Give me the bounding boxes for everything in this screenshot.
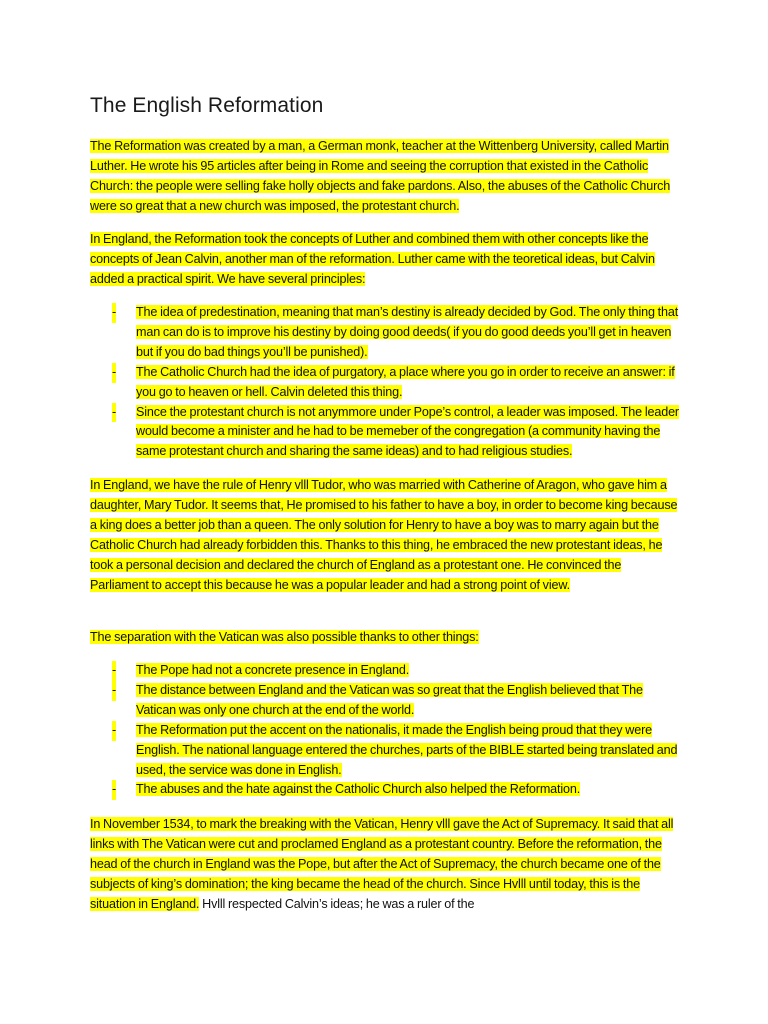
unhighlighted-text: Hvlll respected Calvin’s ideas; he was a ruler of the [199, 896, 475, 911]
document-title: The English Reformation [90, 94, 324, 117]
highlighted-text: The Reformation was created by a man, a German monk, teacher at the Wittenberg University, called Martin Luther. He wrote his 95 articles after being in Rome and seeing the corruption that existed in the Catholic Church: the people were selling fake holly objects and fake pardons. Also, the abuses of the Catholic Church were so great that a new church was imposed, the protestant church. [90, 139, 671, 213]
paragraph-act-of-supremacy [90, 815, 680, 915]
list-marker: - [112, 780, 116, 800]
list-marker: - [112, 303, 116, 323]
list-item [112, 303, 680, 363]
list-marker: - [112, 721, 116, 741]
list-item-text: The Catholic Church had the idea of purgatory, a place where you go in order to receive an answer: if you go to heaven or hell. Calvin deleted this thing. [136, 364, 675, 399]
paragraph-luther [90, 137, 680, 217]
list-item [112, 403, 680, 463]
list-item [112, 721, 680, 781]
highlighted-text: In November 1534, to mark the breaking with the Vatican, Henry vlll gave the Act of Supremacy. It said that all links with The Vatican were cut and proclamed England as a protestant country. Before the reformation, the head of the church in England was the Pope, but after the Act of Supremacy, the church became one of the subjects of king’s domination; the king became the head of the church. Since Hvlll until today, this is the situation in England. [90, 817, 674, 911]
paragraph-separation [90, 628, 680, 648]
principles-list [112, 303, 680, 462]
list-item-text: The idea of predestination, meaning that man’s destiny is already decided by God. The only thing that man can do is to improve his destiny by doing good deeds( if you do good deeds you’ll get in heaven but if you do bad things you’ll be punished). [136, 305, 679, 359]
list-item [112, 780, 680, 800]
list-item-text: Since the protestant church is not anymmore under Pope’s control, a leader was imposed. The leader would become a minister and he had to be memeber of the congregation (a community having the same protestant church and sharing the same ideas) and to had religious studies. [136, 404, 679, 459]
paragraph-calvin [90, 230, 680, 290]
list-marker: - [112, 661, 116, 681]
list-item-text: The Pope had not a concrete presence in England. [136, 663, 410, 677]
list-item-text: The distance between England and the Vatican was so great that the English believed that The Vatican was only one church at the end of the world. [136, 682, 643, 717]
list-marker: - [112, 681, 116, 701]
list-item [112, 363, 680, 403]
highlighted-text: In England, the Reformation took the concepts of Luther and combined them with other concepts like the concepts of Jean Calvin, another man of the reformation. Luther came with the teoretical ideas, but Calvin added a practical spirit. We have several principles: [90, 232, 655, 286]
list-marker: - [112, 403, 116, 423]
highlighted-text: In England, we have the rule of Henry vlll Tudor, who was married with Catherine of Aragon, who gave him a daughter, Mary Tudor. It seems that, He promised to his father to have a boy, in order to become king because a king does a better job than a queen. The only solution for Henry to have a boy was to marry again but the Catholic Church had already forbidden this. Thanks to this thing, he embraced the new protestant ideas, he took a personal decision and declared the church of England as a protestant one. He convinced the Parliament to accept this because he was a popular leader and had a strong point of view. [90, 478, 678, 592]
list-item-text: The Reformation put the accent on the nationalis, it made the English being proud that they were English. The national language entered the churches, parts of the BIBLE started being translated and used, the service was done in English. [136, 722, 678, 777]
list-item-text: The abuses and the hate against the Catholic Church also helped the Reformation. [136, 782, 581, 797]
list-item [112, 681, 680, 721]
list-marker: - [112, 363, 116, 383]
paragraph-henry [90, 476, 680, 595]
highlighted-text: The separation with the Vatican was also possible thanks to other things: [90, 630, 479, 644]
reasons-list [112, 661, 680, 800]
list-item [112, 661, 680, 681]
